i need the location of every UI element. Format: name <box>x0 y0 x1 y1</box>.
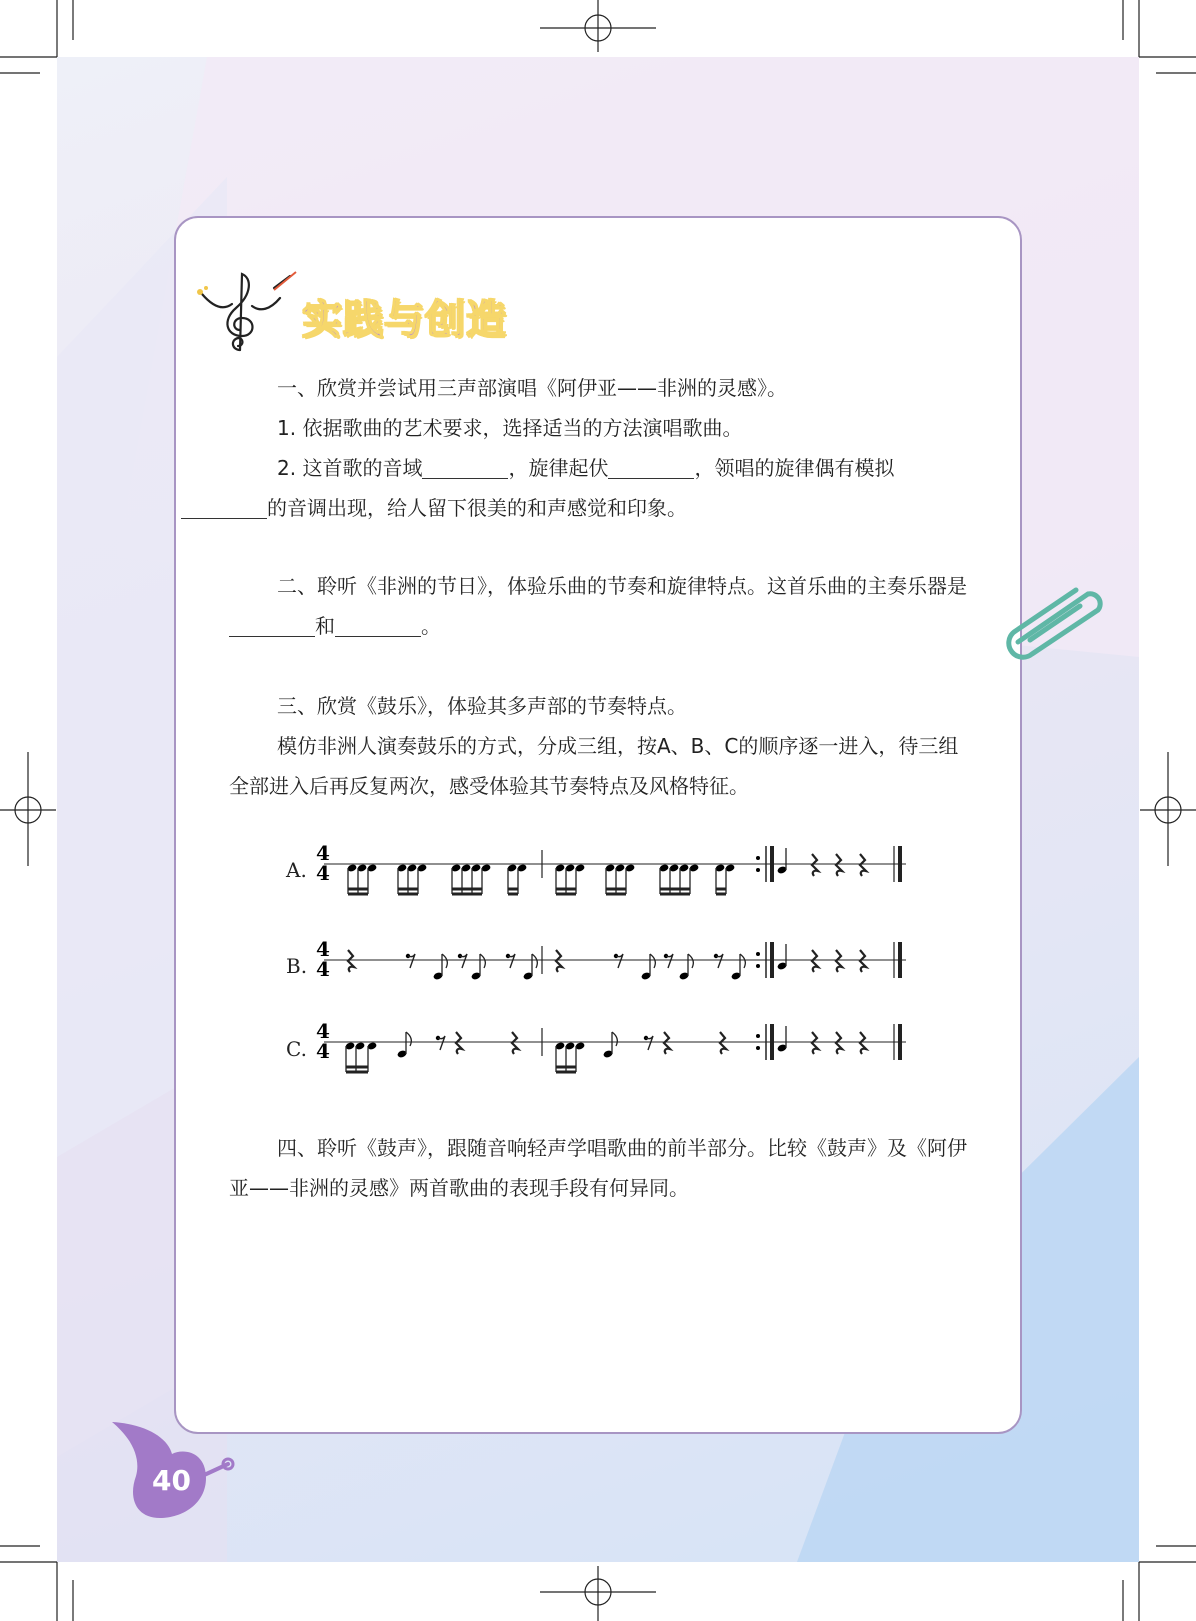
time-signature-bottom: 4 <box>316 957 330 981</box>
text-segment: 二、聆听《非洲的节日》，体验乐曲的节奏和旋律特点。这首乐曲的主奏乐器是 <box>277 574 967 598</box>
quarter-rest <box>556 950 562 972</box>
section-title: 实践与创造 <box>302 297 507 343</box>
fill-blank[interactable] <box>335 614 421 637</box>
text-segment: 和 <box>315 614 335 638</box>
section-header <box>192 268 512 358</box>
text-segment: ，旋律起伏 <box>508 456 609 480</box>
quarter-rest <box>456 1032 462 1054</box>
eighth-rest <box>438 1036 445 1050</box>
quarter-rest <box>664 1032 670 1054</box>
repeat-dot <box>756 952 760 956</box>
question-1-item-1: 1. 依据歌曲的艺术要求，选择适当的方法演唱歌曲。 <box>277 416 743 440</box>
repeat-dot <box>756 1046 760 1050</box>
fill-blank[interactable] <box>181 496 267 519</box>
time-signature-bottom: 4 <box>316 1039 330 1063</box>
eighth-rest <box>408 954 415 968</box>
fill-blank[interactable] <box>422 456 508 479</box>
quarter-rest <box>348 950 354 972</box>
note-flag <box>688 954 693 968</box>
text-segment: 。 <box>421 614 441 638</box>
quarter-rest <box>512 1032 518 1054</box>
paperclip-icon <box>1000 582 1110 662</box>
eighth-rest <box>616 954 623 968</box>
time-signature-top: 4 <box>316 937 330 961</box>
question-1-item-2 <box>229 448 969 528</box>
score-row-label-c: C. <box>286 1037 307 1061</box>
repeat-dot <box>756 868 760 872</box>
question-3: 三、欣赏《鼓乐》，体验其多声部的节奏特点。 <box>277 694 687 718</box>
page-number: 40 <box>152 1464 191 1497</box>
quarter-rest <box>812 854 818 876</box>
text-segment: 2. 这首歌的音域 <box>277 456 423 480</box>
question-3-instruction: 模仿非洲人演奏鼓乐的方式，分成三组，按A、B、C的顺序逐一进入，待三组全部进入后再反复两次，感受体验其节奏特点及风格特征。 <box>229 734 959 798</box>
eighth-rest <box>646 1036 653 1050</box>
fill-blank[interactable] <box>229 614 315 637</box>
text-segment: 的音调出现，给人留下很美的和声感觉和印象。 <box>267 496 687 520</box>
eighth-rest <box>508 954 515 968</box>
quarter-rest <box>836 1032 842 1054</box>
quarter-rest <box>860 1032 866 1054</box>
time-signature-top: 4 <box>316 842 330 865</box>
question-4: 四、聆听《鼓声》，跟随音响轻声学唱歌曲的前半部分。比较《鼓声》及《阿伊亚——非洲的灵感》两首歌曲的表现手段有何异同。 <box>229 1136 967 1200</box>
repeat-dot <box>756 964 760 968</box>
eighth-rest <box>716 954 723 968</box>
eighth-rest <box>666 954 673 968</box>
question-1: 一、欣赏并尝试用三声部演唱《阿伊亚——非洲的灵感》。 <box>277 376 787 400</box>
eighth-rest <box>460 954 467 968</box>
rhythm-score <box>316 842 956 1102</box>
fill-blank[interactable] <box>608 456 694 479</box>
note-flag <box>612 1032 617 1046</box>
quarter-rest <box>836 950 842 972</box>
note-flag <box>532 954 537 968</box>
note-flag <box>480 954 485 968</box>
quarter-rest <box>860 854 866 876</box>
text-segment: ，领唱的旋律偶有模拟 <box>694 456 895 480</box>
note-flag <box>442 954 447 968</box>
question-2 <box>229 566 969 646</box>
note-flag <box>650 954 655 968</box>
score-row-label-b: B. <box>286 954 308 978</box>
quarter-rest <box>836 854 842 876</box>
repeat-dot <box>756 1034 760 1038</box>
quarter-rest <box>812 950 818 972</box>
quarter-rest <box>812 1032 818 1054</box>
note-flag <box>406 1032 411 1046</box>
time-signature-top: 4 <box>316 1019 330 1043</box>
quarter-rest <box>860 950 866 972</box>
score-row-label-a: A. <box>286 858 307 882</box>
time-signature-bottom: 4 <box>316 861 330 885</box>
note-flag <box>740 954 745 968</box>
treble-clef-conductor-icon <box>192 268 302 358</box>
repeat-dot <box>756 856 760 860</box>
quarter-rest <box>720 1032 726 1054</box>
